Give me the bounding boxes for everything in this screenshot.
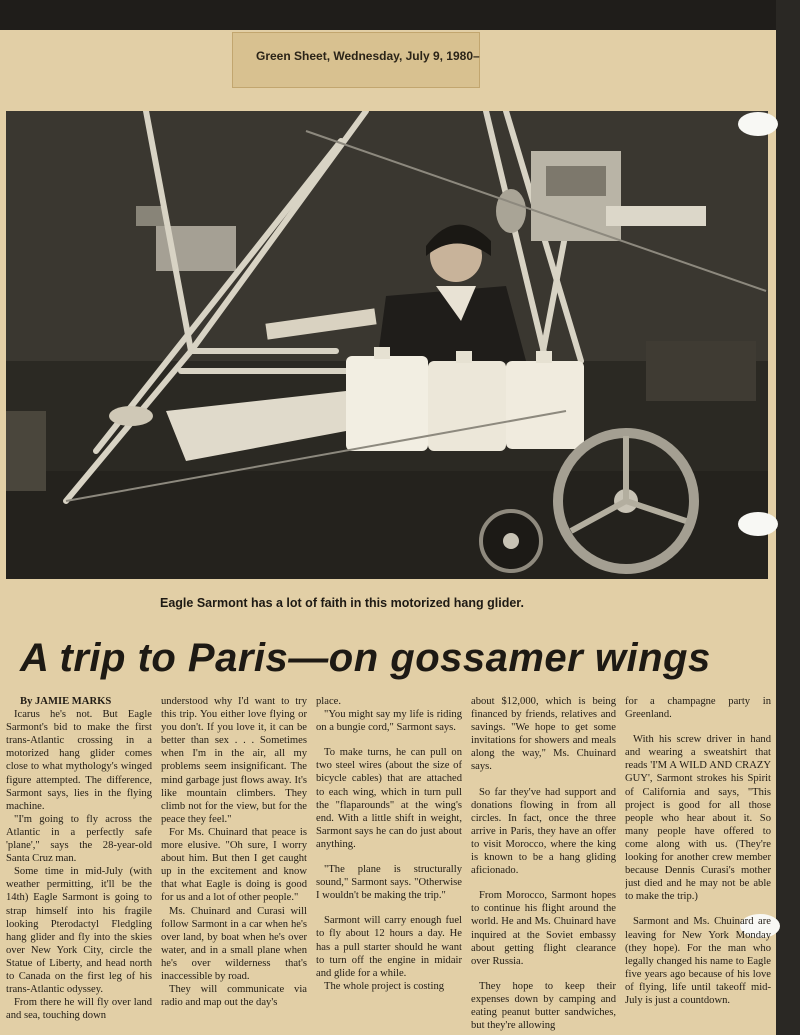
- paragraph: place.: [316, 696, 341, 707]
- paragraph: "The plane is structurally sound," Sarmont says. "Otherwise I wouldn't be making the trip.": [316, 864, 462, 902]
- article-column-1: [6, 695, 152, 1035]
- paragraph: Ms. Chuinard and Curasi will follow Sarmont in a car when he's over land, by boat when he's over water, and in a small plane when he's over wilderness that's inaccessible by road.: [161, 905, 307, 982]
- article-column-5: [625, 695, 771, 1035]
- article-photo: [6, 111, 768, 579]
- paragraph: The whole project is costing: [324, 980, 445, 992]
- background-edge: [776, 0, 800, 1035]
- paragraph: From there he will fly over land and sea, touching down: [6, 997, 152, 1022]
- headline: A trip to Paris—on gossamer wings: [20, 636, 711, 680]
- paragraph: Icarus he's not. But Eagle Sarmont's bid to make the first trans-Atlantic crossing in a motorized hang glider comes close to what mythology's winged figure attempted. The difference, Sarmont says, lies in the flying machine.: [6, 709, 152, 812]
- paragraph: about $12,000, which is being financed by friends, relatives and savings. "We hope to get some invitations for showers and meals along the way," Ms. Chuinard says.: [471, 696, 616, 773]
- paragraph: They will communicate via radio and map out the day's: [161, 984, 307, 1009]
- paragraph: "I'm going to fly across the Atlantic in a perfectly safe 'plane'," says the 28-year-old Santa Cruz man.: [6, 813, 152, 865]
- paragraph: understood why I'd want to try this trip. You either love flying or you don't. If you love it, it can be better than sex . . . Sometimes when I'm in the air, all my problems seem insignificant. The mind garbage just flows away. It's like mountain climbers. They climb not for the view, but for the peace they feel.": [161, 696, 307, 825]
- paragraph: To make turns, he can pull on two steel wires (about the size of bicycle cables) that are attached to each wing, which in turn pull the "flaparounds" at the wing's end. With a little shift in weight, Sarmont says he can do just about anything.: [316, 747, 462, 850]
- paragraph: So far they've had support and donations flowing in from all circles. In fact, once the three arrive in Paris, they have an offer to visit Morocco, where the king is known to be a hang gliding aficionado.: [471, 786, 616, 877]
- paragraph: For Ms. Chuinard that peace is more elusive. "Oh sure, I worry about him. But then I get caught up in the excitement and know that what Eagle is doing is good for us and a lot of other people.": [161, 826, 307, 904]
- dateline: Green Sheet, Wednesday, July 9, 1980–: [256, 49, 480, 63]
- paragraph: Sarmont will carry enough fuel to fly about 12 hours a day. He has a pull starter should he want to turn off the engine in midair and glide for a while.: [316, 915, 462, 979]
- hang-glider-photo: [6, 111, 768, 579]
- paragraph: Sarmont and Ms. Chuinard are leaving for New York Monday (they hope). For the man who legally changed his name to Eagle five years ago because of his love of flying, life until takeoff mid-July is just a countdown.: [625, 916, 771, 1006]
- byline: By JAMIE MARKS: [20, 696, 112, 707]
- article-column-3: [316, 695, 462, 1035]
- paragraph: They hope to keep their expenses down by camping and eating peanut butter sandwiches, but they're allowing: [471, 980, 616, 1032]
- article-column-4: [471, 695, 616, 1035]
- punch-hole: [738, 112, 778, 136]
- paragraph: Some time in mid-July (with weather permitting, it'll be the 14th) Eagle Sarmont is going to strap himself into his fragile looking Pterodactyl Fledgling hang glider and fly into the skies over New York City, circle the Statue of Liberty, and head north to Canada on the first leg of his trans-Atlantic odyssey.: [6, 866, 152, 996]
- paragraph: With his screw driver in hand and wearing a sweatshirt that reads 'I'M A WILD AND CRAZY GUY', Sarmont strokes his Spirit of California and says, "This project is good for all those people who hear about it. So many people have offered to come along with us. (They're looking for another crew member because Dennis Curasi's mother just died and he may not be able to make the trip.): [625, 734, 771, 903]
- punch-hole: [738, 512, 778, 536]
- photo-caption: Eagle Sarmont has a lot of faith in this motorized hang glider.: [160, 596, 524, 610]
- paragraph: From Morocco, Sarmont hopes to continue his flight around the world. He and Ms. Chuinard have inquired at the Soviet embassy about getting flight clearance over Russia.: [471, 890, 616, 967]
- article-column-2: [161, 695, 307, 1035]
- paragraph: "You might say my life is riding on a bungie cord," Sarmont says.: [316, 709, 462, 734]
- paragraph: for a champagne party in Greenland.: [625, 696, 771, 721]
